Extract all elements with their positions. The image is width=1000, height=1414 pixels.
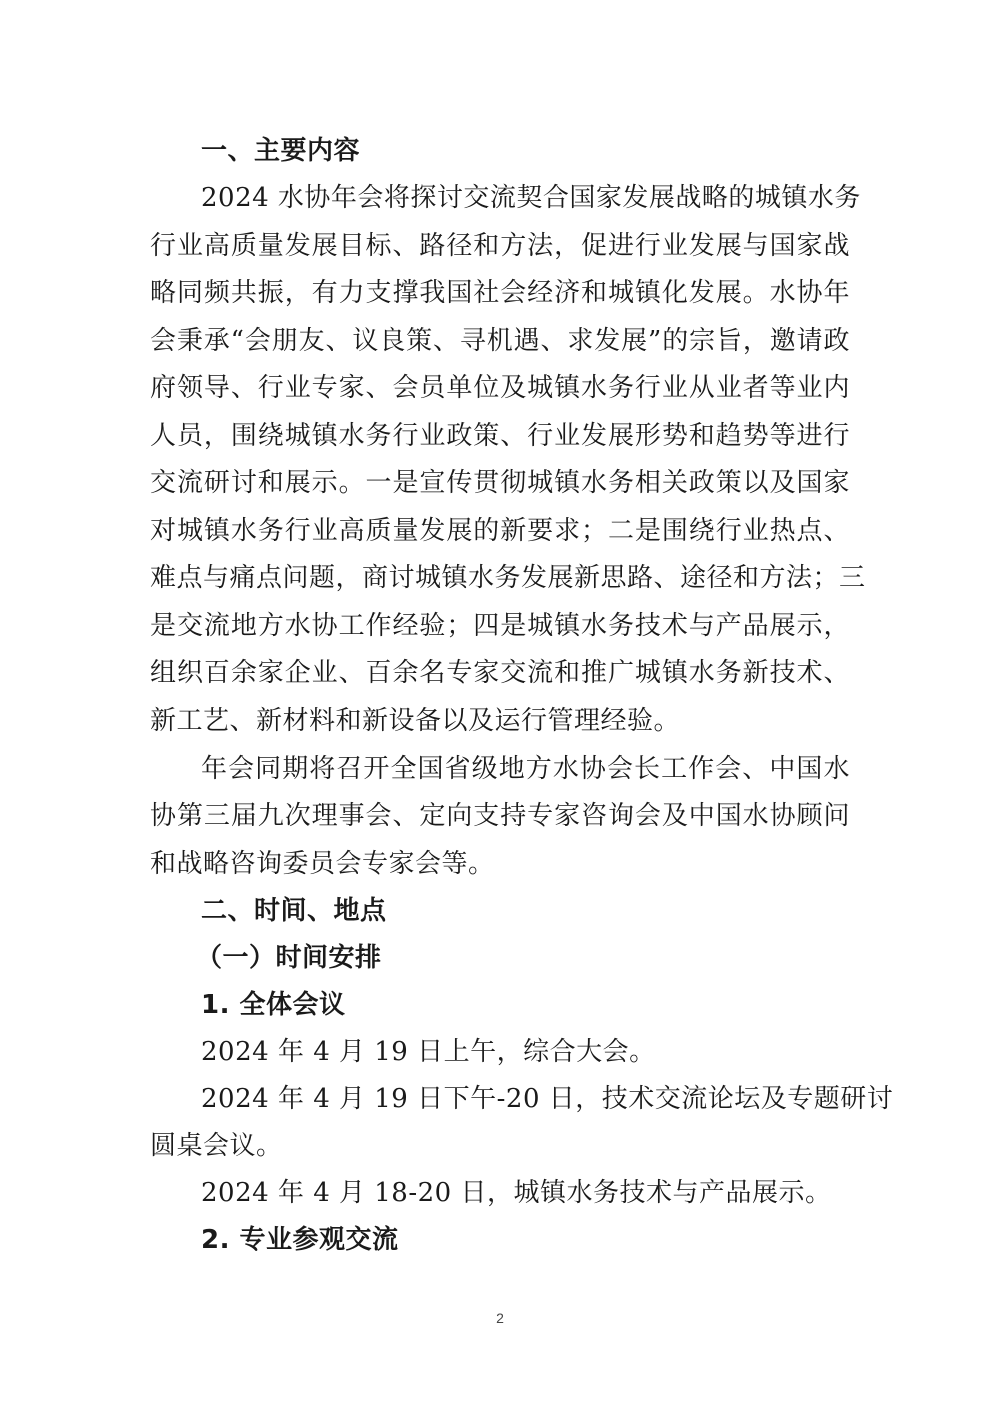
paragraph-line: 略同频共振，有力支撑我国社会经济和城镇化发展。水协年 [150,278,850,308]
paragraph-line: 行业高质量发展目标、路径和方法，促进行业发展与国家战 [150,231,850,261]
paragraph-line: 交流研讨和展示。一是宣传贯彻城镇水务相关政策以及国家 [150,468,850,498]
paragraph-line: 2024 水协年会将探讨交流契合国家发展战略的城镇水务 [201,183,861,213]
schedule-line: 2024 年 4 月 18-20 日，城镇水务技术与产品展示。 [201,1178,832,1208]
paragraph-line: 组织百余家企业、百余名专家交流和推广城镇水务新技术、 [150,658,850,688]
paragraph-line: 会秉承“会朋友、议良策、寻机遇、求发展”的宗旨，邀请政 [150,326,850,356]
page-number: 2 [496,1310,504,1326]
paragraph-line: 协第三届九次理事会、定向支持专家咨询会及中国水协顾问 [150,801,850,831]
schedule-line: 2024 年 4 月 19 日上午，综合大会。 [201,1037,656,1067]
section-heading-time-location: 二、时间、地点 [201,896,387,926]
paragraph-line: 对城镇水务行业高质量发展的新要求；二是围绕行业热点、 [150,516,850,546]
section-heading-main-content: 一、主要内容 [201,136,361,166]
paragraph-line: 和战略咨询委员会专家会等。 [150,849,495,879]
item-heading-site-visit: 2. 专业参观交流 [201,1225,399,1255]
subsection-heading-schedule: （一）时间安排 [196,943,382,973]
schedule-line: 2024 年 4 月 19 日下午-20 日，技术交流论坛及专题研讨 [201,1084,894,1114]
paragraph-line: 年会同期将召开全国省级地方水协会长工作会、中国水 [201,754,850,784]
schedule-line: 圆桌会议。 [150,1131,283,1161]
paragraph-line: 难点与痛点问题，商讨城镇水务发展新思路、途径和方法；三 [150,563,866,593]
paragraph-line: 府领导、行业专家、会员单位及城镇水务行业从业者等业内 [150,373,850,403]
paragraph-line: 是交流地方水协工作经验；四是城镇水务技术与产品展示， [150,611,850,641]
paragraph-line: 新工艺、新材料和新设备以及运行管理经验。 [150,706,681,736]
paragraph-line: 人员，围绕城镇水务行业政策、行业发展形势和趋势等进行 [150,421,850,451]
item-heading-plenary: 1. 全体会议 [201,990,346,1020]
